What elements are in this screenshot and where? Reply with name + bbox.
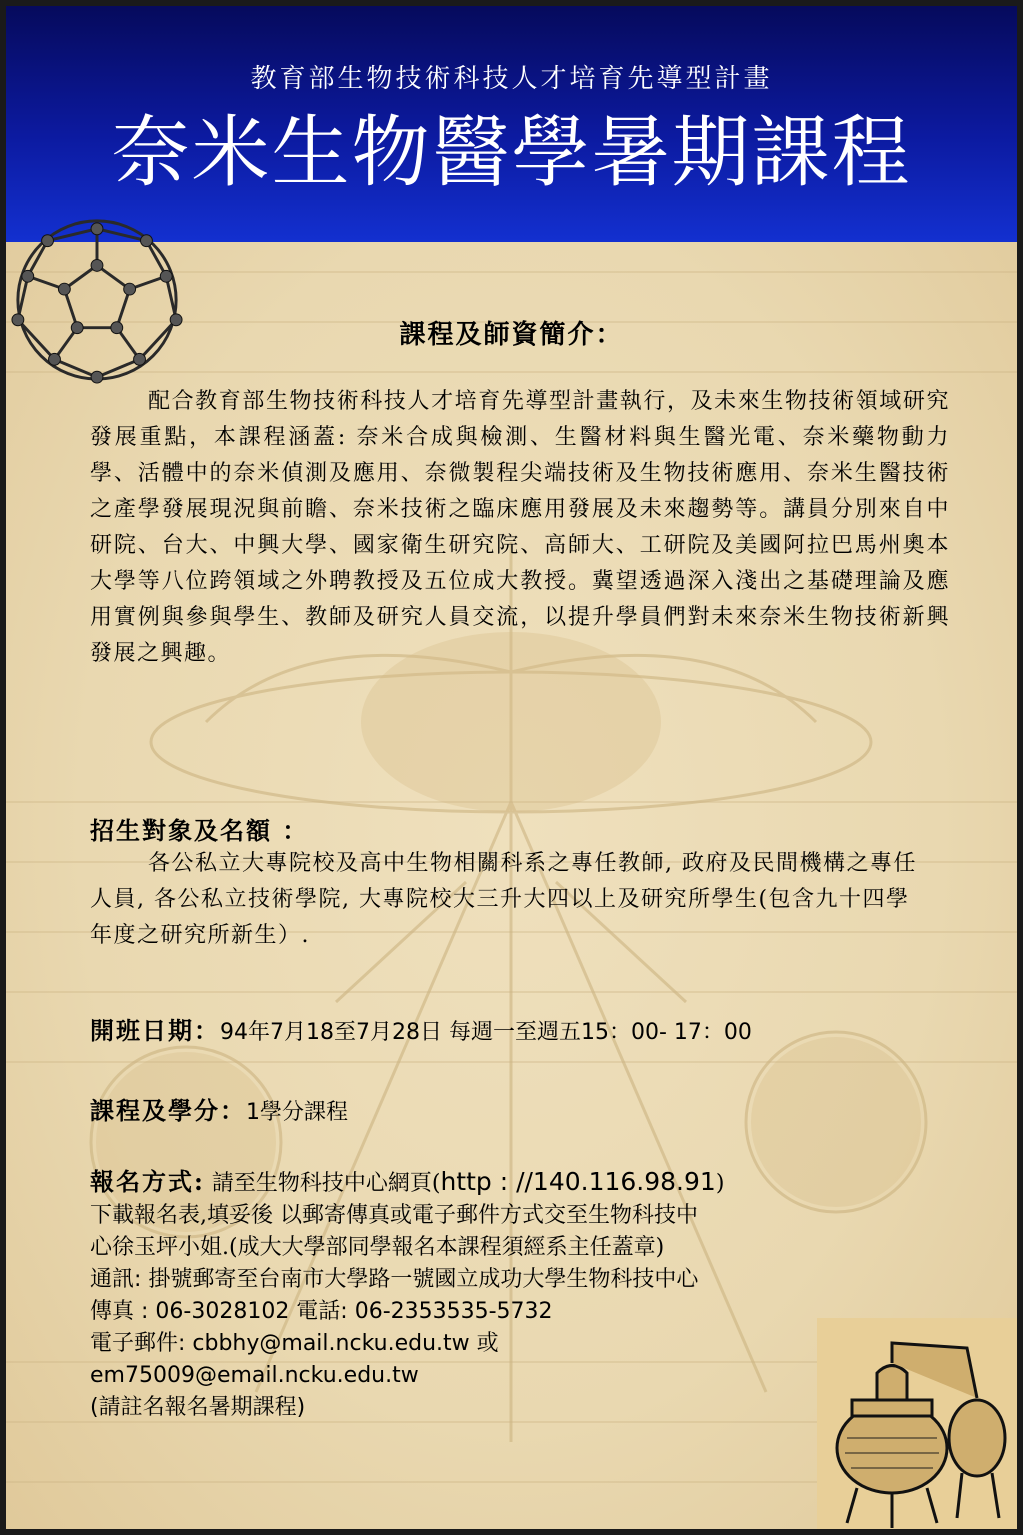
email-secondary[interactable]: em75009@email.ncku.edu.tw xyxy=(90,1363,419,1388)
email-line: 電子郵件: cbbhy@mail.ncku.edu.tw 或 xyxy=(90,1331,499,1356)
schedule-line xyxy=(90,1011,752,1046)
poster-content xyxy=(6,6,1017,1535)
mailing-address: 通訊: 掛號郵寄至台南市大學路一號國立成功大學生物科技中心 xyxy=(90,1267,699,1292)
registration-paren: ) xyxy=(715,1171,725,1196)
registration-line-2: 下載報名表,填妥後 以郵寄傳真或電子郵件方式交至生物科技中 xyxy=(90,1203,698,1228)
intro-heading: 課程及師資簡介： xyxy=(399,320,624,350)
credit-line xyxy=(90,1091,348,1126)
fax-phone: 傳真 : 06-3028102 電話: 06-2353535-5732 xyxy=(90,1299,553,1324)
registration-line-3: 心徐玉坪小姐.(成大大學部同學報名本課程須經系主任蓋章) xyxy=(90,1235,665,1260)
course-title: 奈米生物醫學暑期課程 xyxy=(111,108,912,198)
registration-label: 報名方式: xyxy=(90,1167,205,1196)
credit-value: 1學分課程 xyxy=(246,1100,348,1125)
schedule-value: 94年7月18至7月28日 每週一至週五15：00- 17：00 xyxy=(220,1020,752,1045)
enrollment-heading: 招生對象及名額 ： xyxy=(90,816,309,845)
alembic-icon xyxy=(817,1318,1017,1535)
registration-line-1 xyxy=(90,1166,950,1200)
registration-intro: 請至生物科技中心網頁( xyxy=(204,1171,441,1196)
schedule-label: 開班日期： xyxy=(90,1016,220,1045)
intro-paragraph: 配合教育部生物技術科技人才培育先導型計畫執行，及未來生物技術領域研究發展重點，本課程涵蓋: 奈米合成與檢測、生醫材料與生醫光電、奈米藥物動力學、活體中的奈米偵測及應用、奈微製程尖端技術及生物技術應用、奈米生醫技術之產學發展現況與前瞻、奈米技術之臨床應用發展及未來趨勢等。講員分別來自中研院、台大、中興大學、國家衛生研究院、高師大、工研院及美國阿拉巴馬州奧本大學等八位跨領域之外聘教授及五位成大教授。冀望透過深入淺出之基礎理論及應用實例與參與學生、教師及研究人員交流，以提升學員們對未來奈米生物技術新興發展之興趣。 xyxy=(90,389,950,666)
program-subtitle: 教育部生物技術科技人才培育先導型計畫 xyxy=(250,64,773,94)
enrollment-paragraph: 各公私立大專院校及高中生物相關科系之專任教師, 政府及民間機構之專任人員, 各公私立技術學院, 大專院校大三升大四以上及研究所學生(包含九十四學年度之研究所新生）. xyxy=(90,851,917,948)
credit-label: 課程及學分： xyxy=(90,1096,246,1125)
registration-note: (請註名報名暑期課程) xyxy=(90,1395,306,1420)
website-link[interactable]: http : //140.116.98.91 xyxy=(440,1167,716,1196)
